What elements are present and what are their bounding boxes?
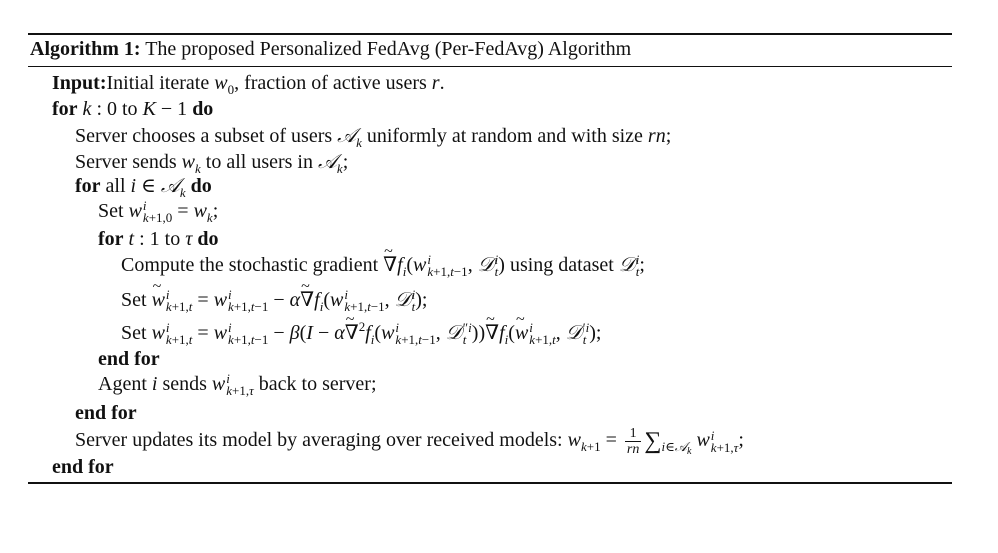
for-outer-line: for k : 0 to K − 1 do	[52, 98, 214, 120]
set-init-line: Set w i k+1,0 = $w_k$;	[98, 198, 219, 226]
caption-rule	[28, 66, 952, 67]
for-local-line: for t : 1 to τ do	[98, 228, 219, 250]
set-tilde-line: Set ~ w i k+1,t = w i k+1,t−1 − α~ $\nabla f_i(w$ i k+1,t−1 , 𝒟 i t );	[121, 286, 427, 313]
end-for-users-line: end for	[75, 402, 137, 424]
bottom-rule	[28, 482, 952, 484]
end-for-local-line: end for	[98, 348, 160, 370]
top-rule	[28, 33, 952, 35]
algorithm-caption	[30, 37, 631, 61]
agent-send-line: Agent i sends w i k+1,τ back to server;	[98, 371, 377, 399]
input-line: Input:Initial iterate $w_0$, fraction of active users r.	[52, 72, 445, 97]
server-send-line: Server sends $w_k$ to all users in 𝒜$_k$;	[75, 149, 349, 176]
end-for-outer-line: end for	[52, 456, 114, 478]
set-update-line: Set w i k+1,t = w i k+1,t−1 − β(I − α~ $\nabla^2f_i(w$ i k+1,t−1 , 𝒟 ″i t ))~ $\nabla f_i(\sim$ w i k+1,t , 𝒟 ′i t );	[121, 319, 601, 346]
algorithm-label: Algorithm 1:	[30, 38, 141, 60]
compute-grad-line: Compute the stochastic gradient ~ $\nabla f_i(w$ i k+1,t−1 , 𝒟 i t ) using dataset 𝒟 i t ;	[121, 251, 645, 278]
server-update-line: Server updates its model by averaging over received models: $w_{k+1}$ = $\frac{1}{rn}$ $\sum_{i\in 𝒜_k}$ w i k+1,τ ;	[75, 426, 744, 458]
algorithm-title: The proposed Personalized FedAvg (Per-FedAvg) Algorithm	[145, 38, 632, 60]
server-choose-line: Server chooses a subset of users 𝒜$_k$ uniformly at random and with size rn;	[75, 123, 672, 150]
input-keyword: Input:	[52, 72, 107, 94]
for-users-line: for all i ∈ 𝒜$_k$ do	[75, 173, 212, 200]
